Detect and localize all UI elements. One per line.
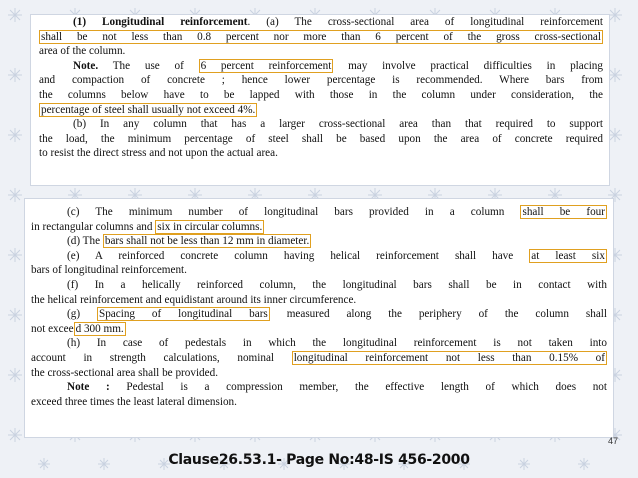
text-line: (g) Spacing of longitudinal bars measured along the periphery of the column shall <box>67 308 607 321</box>
highlight-box: six in circular columns. <box>157 220 263 233</box>
text-line: (h) In case of pedestals in which the longitudinal reinforcement is not taken into <box>67 337 607 350</box>
text-line: in rectangular columns and six in circular columns. <box>31 220 263 233</box>
excerpt-panel-top <box>30 14 610 186</box>
text-line: (d) The bars shall not be less than 12 mm in diameter. <box>67 235 310 248</box>
text-line: the columns below have to be lapped with those in the column under consideration, the <box>39 88 603 101</box>
text-line: and compaction of concrete ; hence lower percentage is recommended. Where bars from <box>39 74 603 87</box>
text-line: the load, the minimum percentage of steel shall be based upon the area of concrete required <box>39 132 603 145</box>
text-line: Note. The use of 6 percent reinforcement may involve practical difficulties in placing <box>73 59 603 72</box>
text-line: not excee d 300 mm. <box>31 322 124 335</box>
text-line: (b) In any column that has a larger cross-sectional area than that required to support <box>73 118 603 131</box>
text-line: the cross-sectional area shall be provided. <box>31 366 219 379</box>
text-line: (1) Longitudinal reinforcement. (a) The cross-sectional area of longitudinal reinforcement <box>73 16 603 28</box>
text-line: (c) The minimum number of longitudinal bars provided in a column shall be four <box>67 206 606 218</box>
highlight-box: Spacing of longitudinal bars <box>98 308 268 321</box>
excerpt-panel-bottom <box>24 198 614 438</box>
text-line <box>39 103 603 118</box>
highlight-box: at least six <box>531 249 605 262</box>
highlight-box: longitudinal reinforcement not less than 0.15% of <box>293 351 605 364</box>
text-line: (e) A reinforced concrete column having helical reinforcement shall have at least six <box>67 249 605 262</box>
text-line: to resist the direct stress and not upon the actual area. <box>39 147 278 160</box>
text-line: account in strength calculations, nominal longitudinal reinforcement not less than 0.15% of <box>31 351 605 364</box>
text-line: the helical reinforcement and equidistant around its inner circumference. <box>31 293 357 306</box>
highlight-box: 6 percent reinforcement <box>200 59 332 72</box>
text-line: (f) In a helically reinforced column, the longitudinal bars shall be in contact with <box>67 278 607 291</box>
highlight-box: shall be four <box>522 206 606 218</box>
highlight-box: bars shall not be less than 12 mm in diameter. <box>104 235 310 248</box>
text-line: bars of longitudinal reinforcement. <box>31 264 187 277</box>
highlight-box: shall be not less than 0.8 percent nor more than 6 percent of the gross cross-sectional <box>41 30 601 43</box>
text-line: area of the column. <box>39 45 126 58</box>
page-number: 47 <box>607 436 618 446</box>
text-line <box>39 30 603 45</box>
text-line: exceed three times the least lateral dimension. <box>31 395 237 408</box>
highlight-box: percentage of steel shall usually not exceed 4%. <box>41 103 256 116</box>
text-line: Note : Pedestal is a compression member, the effective length of which does not <box>67 381 608 394</box>
highlight-box: d 300 mm. <box>75 322 124 335</box>
footer-caption: Clause26.53.1- Page No:48-IS 456-2000 <box>168 452 470 468</box>
